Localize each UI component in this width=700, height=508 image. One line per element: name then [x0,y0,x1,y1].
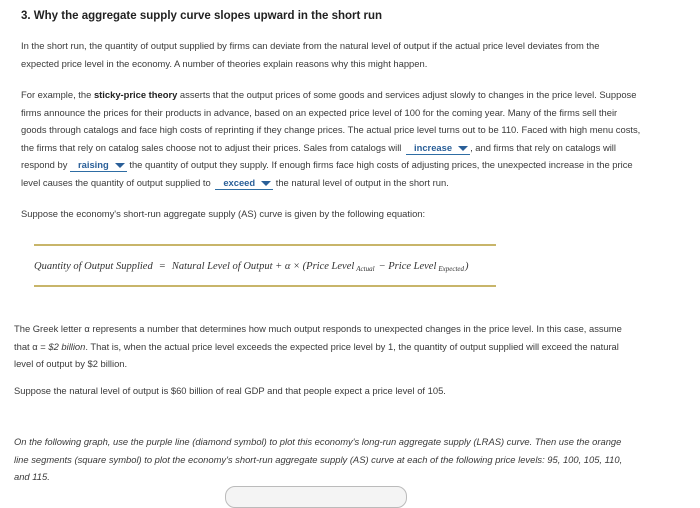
greek-line-2: that α = $2 billion. That is, when the actual price level exceeds the expected price level by 1, the quantity of output supplied will exceed the natural [14,340,619,352]
para-line-4: the firms that rely on catalog sales choose not to adjust their prices. Sales from catalogs will increase , and firms that rely on catalogs will [21,141,616,153]
question-title: 3. Why the aggregate supply curve slopes upward in the short run [21,10,383,22]
intro-line-2: expected price level in the economy. A number of theories explain reasons why this might happen. [21,57,428,69]
respond-dropdown[interactable] [70,159,127,172]
equation-top-divider [34,244,496,246]
greek-line-3: level of output by $2 billion. [14,358,128,369]
as-equation [34,261,473,273]
para-line-6: level causes the quantity of output supplied to exceed the natural level of output in the short run. [21,176,449,188]
para-line-1: For example, the sticky-price theory asserts that the output prices of some goods and services adjust slowly to changes in the price level. Suppose [21,89,637,100]
graph-instructions [14,433,690,486]
instr-line-1: On the following graph, use the purple line (diamond symbol) to plot this economy's long-run aggregate supply (LRAS) curve. Then use the orange [14,436,622,447]
greek-letter-paragraph [14,320,686,373]
graph-region-edge [225,486,407,508]
sales-dropdown-value: increase [414,141,453,153]
respond-dropdown-value: raising [78,159,109,170]
output-dropdown[interactable] [215,177,273,190]
instr-line-2: line segments (square symbol) to plot the economy's short-run aggregate supply (AS) curve at each of the following price levels: 95, 100, 105, 110, [14,453,623,465]
intro-paragraph [21,37,681,72]
equation-rhs: Natural Level of Output + α × (Price Level $_{Actual}$ − Price Level $_{Expected}$) [171,261,469,273]
chevron-down-icon [115,163,125,168]
para-line-3: goods through catalogs and face high costs of reprinting if they change prices. The actual price level turns out to be 110. Faced with high menu costs, [21,124,641,135]
suppose-as-equation: Suppose the economy's short-run aggregate supply (AS) curve is given by the following equation: [21,208,426,219]
intro-line-1: In the short run, the quantity of output supplied by firms can deviate from the natural level of output if the actual price level deviates from the [21,40,600,51]
para-line-2: firms announce the prices for their products in advance, based on an expected price level of 100 for the coming year. Many of the firms sell their [21,106,618,118]
greek-line-1: The Greek letter α represents a number that determines how much output responds to unexpected changes in the price level. In this case, assume [14,323,622,334]
chevron-down-icon [458,146,468,151]
sticky-price-term: sticky-price theory [93,89,178,100]
equation-bottom-divider [34,285,496,287]
alpha-value: $2 billion [48,340,86,352]
output-dropdown-value: exceed [223,176,256,188]
para-line-5: respond by raising the quantity of output they supply. If enough firms face high costs of adjusting prices, the unexpected increase in the price [21,159,633,170]
suppose-natural-level: Suppose the natural level of output is $60 billion of real GDP and that people expect a price level of 105. [14,385,446,396]
equation-equals: = [159,261,166,272]
instr-line-3: and 115. [14,471,50,482]
chevron-down-icon [261,181,271,186]
sales-dropdown[interactable] [406,142,470,155]
sticky-price-paragraph [21,86,686,191]
equation-lhs: Quantity of Output Supplied [34,261,153,272]
